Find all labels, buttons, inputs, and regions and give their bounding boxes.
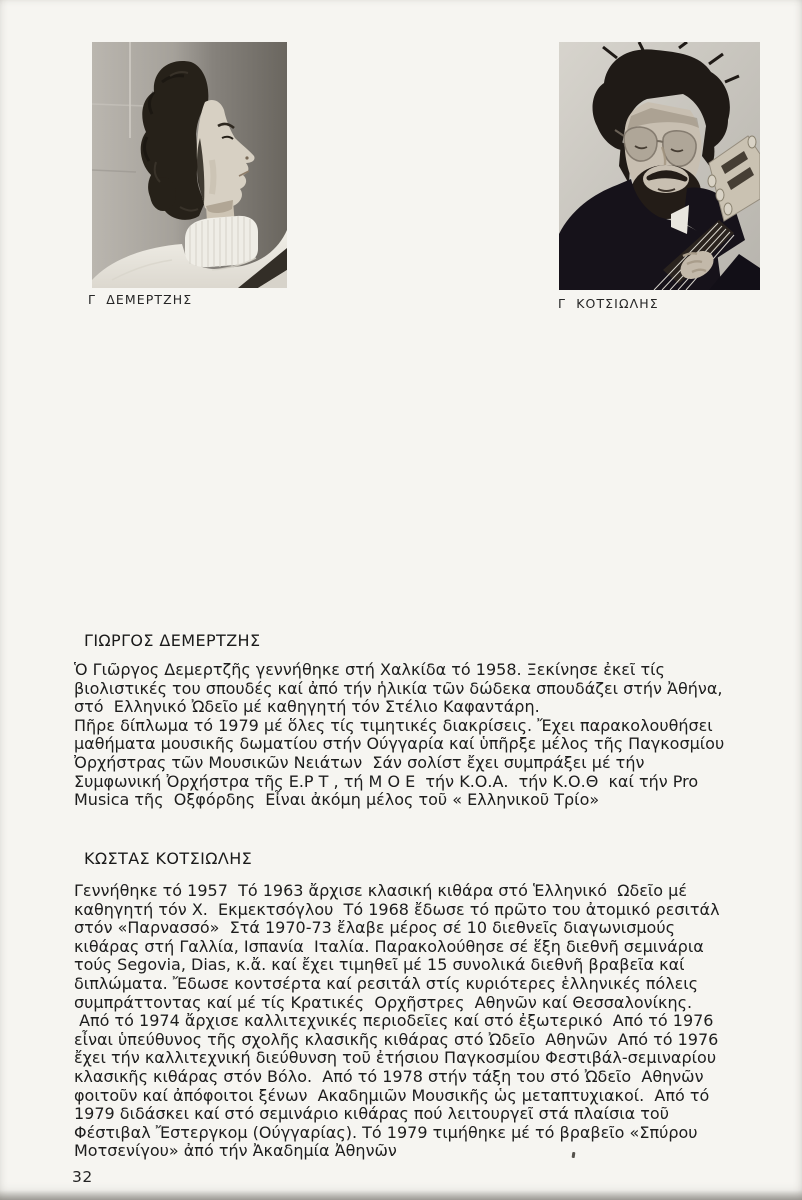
- bio-paragraph-kotsiolis: [74, 882, 720, 1161]
- text-line: συμπράττοντας καί μέ τίς Κρατικές Ορχῆστρες Αθηνῶν καί Θεσσαλονίκης.: [74, 992, 693, 1012]
- text-line: φοιτοῦν καί ἀπόφοιτοι ξένων Ακαδημιῶν Μουσικῆς ὡς μεταπτυχιακοί. Από τό: [74, 1085, 710, 1105]
- text-line: Γεννήθηκε τό 1957 Τό 1963 ἄρχισε κλασική κιθάρα στό Ἑλληνικό Ωδεῖο μέ: [74, 881, 688, 900]
- text-line: Μοτσενίγου» ἀπό τήν Ἀκαδημία Ἀθηνῶν: [74, 1141, 397, 1161]
- photo-demertzis: [92, 42, 287, 288]
- text-line: διπλώματα. Ἔδωσε κοντσέρτα καί ρεσιτάλ στίς κυριότερες ἑλληνικές πόλεις: [74, 973, 699, 993]
- photo-kotsiolis-illustration: [559, 42, 760, 290]
- text-line: Musica τῆς Οξφόρδης Εἶναι ἀκόμη μέλος τοῦ « Ελληνικοῦ Τρίο»: [74, 790, 600, 810]
- bio-paragraph-demertzis: [74, 661, 724, 810]
- text-line: 1979 διδάσκει καί στό σεμινάριο κιθάρας πού λειτουργεῖ στά πλαίσια τοῦ: [74, 1104, 669, 1124]
- photo-caption-demertzis: Γ ΔΕΜΕΡΤΖΗΣ: [88, 292, 193, 307]
- page-number: 32: [72, 1168, 93, 1186]
- text-line: Ὀρχήστρας τῶν Μουσικῶν Νειάτων Σάν σολίστ ἔχει συμπράξει μέ τήν: [74, 752, 645, 772]
- text-line: Πῆρε δίπλωμα τό 1979 μέ ὅλες τίς τιμητικές διακρίσεις. Ἔχει παρακολουθήσει: [74, 715, 713, 735]
- page-bottom-edge: [0, 1190, 802, 1200]
- photo-kotsiolis: [559, 42, 760, 290]
- text-line: εἶναι ὑπεύθυνος τῆς σχολῆς κλασικῆς κιθάρας στό Ὠδεῖο Αθηνῶν Από τό 1976: [74, 1029, 719, 1049]
- text-line: Συμφωνική Ὀρχήστρα τῆς Ε.Ρ Τ , τή Μ Ο Ε τήν Κ.Ο.Α. τήν Κ.Ο.Θ καί τήν Pro: [74, 771, 699, 791]
- text-line: κιθάρας στή Γαλλία, Ισπανία Ιταλία. Παρακολούθησε σέ ἕξη διεθνῆ σεμινάρια: [74, 936, 704, 956]
- text-line: ἔχει τήν καλλιτεχνική διεύθυνση τοῦ ἐτήσιου Παγκοσμίου Φεστιβάλ-σεμιναρίου: [74, 1048, 717, 1068]
- section-heading-kotsiolis: ΚΩΣΤΑΣ ΚΟΤΣΙΩΛΗΣ: [84, 849, 253, 868]
- text-line: καθηγητή τόν Χ. Εκμεκτσόγλου Τό 1968 ἔδωσε τό πρῶτο του ἀτομικό ρεσιτάλ: [74, 899, 720, 919]
- photo-demertzis-illustration: [92, 42, 287, 288]
- photo-caption-kotsiolis: Γ ΚΟΤΣΙΩΛΗΣ: [558, 296, 659, 311]
- text-line: Ὁ Γιῶργος Δεμερτζῆς γεννήθηκε στή Χαλκίδα τό 1958. Ξεκίνησε ἐκεῖ τίς: [74, 660, 665, 679]
- text-line: Από τό 1974 ἄρχισε καλλιτεχνικές περιοδεῖες καί στό ἐξωτερικό Από τό 1976: [74, 1011, 714, 1031]
- text-line: Φέστιβαλ Ἔστεργκομ (Ούγγαρίας). Τό 1979 τιμήθηκε μέ τό βραβεῖο «Σπύρου: [74, 1122, 698, 1142]
- text-line: κλασικῆς κιθάρας στόν Βόλο. Από τό 1978 στήν τάξη του στό Ὠδεῖο Αθηνῶν: [74, 1066, 704, 1086]
- section-heading-demertzis: ΓΙΩΡΓΟΣ ΔΕΜΕΡΤΖΗΣ: [84, 631, 261, 650]
- text-line: μαθήματα μουσικῆς δωματίου στήν Ούγγαρία καί ὑπῆρξε μέλος τῆς Παγκοσμίου: [74, 734, 725, 754]
- text-line: τούς Segovia, Dias, κ.ἄ. καί ἔχει τιμηθεῖ μέ 15 συνολικά διεθνῆ βραβεῖα καί: [74, 955, 685, 975]
- text-line: στό Ελληνικό Ὠδεῖο μέ καθηγητή τόν Στέλιο Καφαντάρη.: [74, 697, 540, 717]
- text-line: στόν «Παρνασσό» Στά 1970-73 ἔλαβε μέρος σέ 10 διεθνεῖς διαγωνισμούς: [74, 918, 675, 938]
- text-line: βιολιστικές του σπουδές καί ἀπό τήν ἡλικία τῶν δώδεκα σπουδάζει στήν Ἀθήνα,: [74, 678, 723, 698]
